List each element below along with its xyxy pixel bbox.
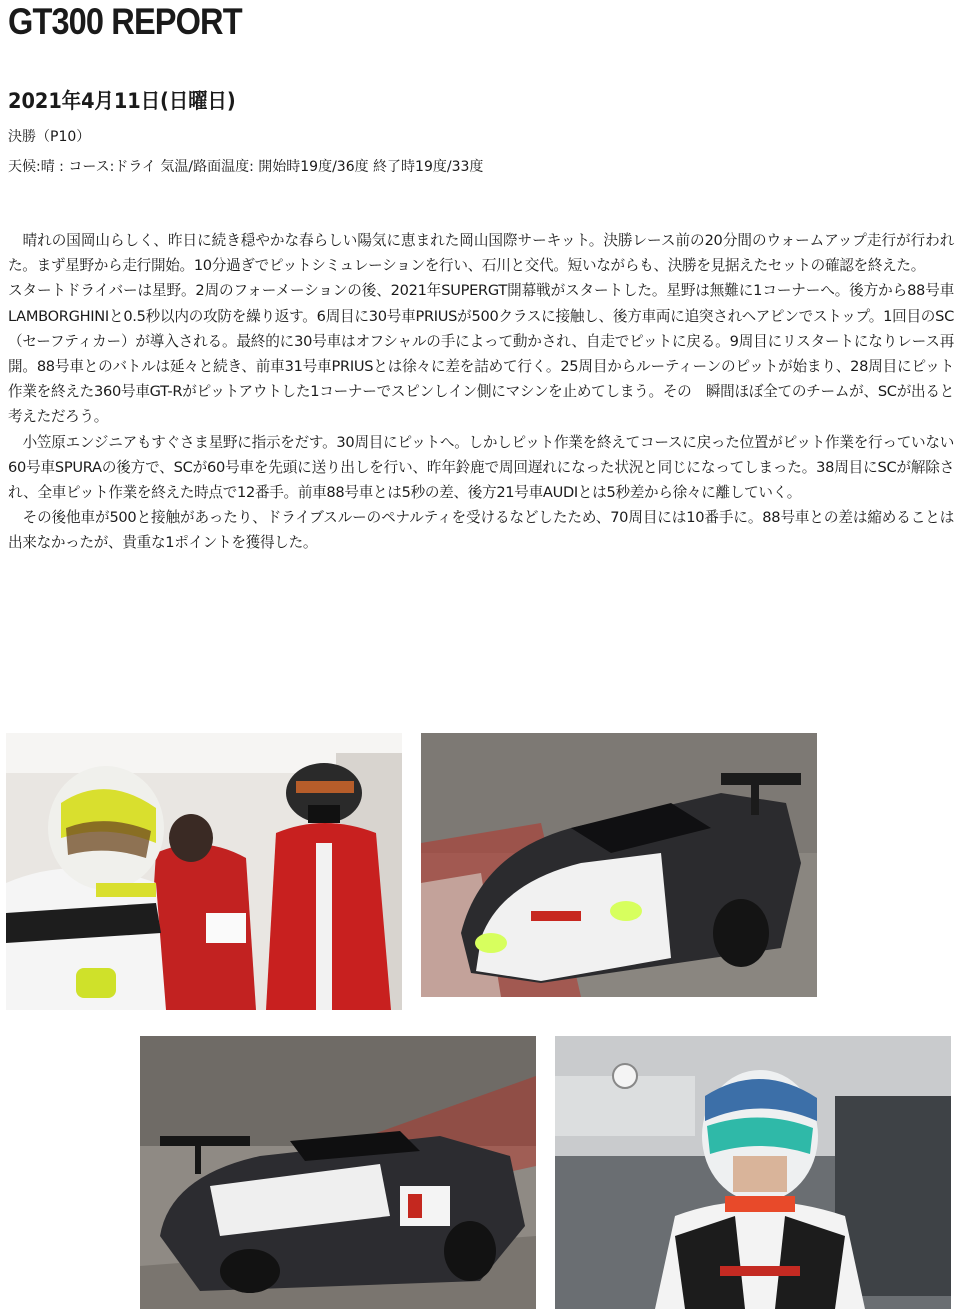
page-title: GT300 REPORT <box>8 1 242 42</box>
article-paragraph: その後他車が500と接触があったり、ドライブスルーのペナルティを受けるなどしたため、70周目には10番手に。88号車との差は縮めることは出来なかったが、貴重な1ポイントを獲得した。 <box>8 509 954 552</box>
session-round: 決勝（P10） <box>8 129 91 145</box>
article-paragraph: スタートドライバーは星野。2周のフォーメーションの後、2021年SUPERGT開幕戦がスタートした。星野は無難に1コーナーへ。後方から88号車LAMBORGHINIと0.5秒以内の攻防を繰り返す。6周目に30号車PRIUSが500クラスに接触し、後方車両に追突されヘアピンでストップ。1回目のSC（セーフティカー）が導入される。最終的に30号車はオフシャルの手によって動かされ、自走でピットに戻る。9周目にリスタートになりレース再開。88号車とのバトルは延々と続き、前車31号車PRIUSとは徐々に差を詰めて行く。25周目からルーティーンのピットが始まり、28周目にピット作業を終えた360号車GT-Rがピットアウトした1コーナーでスピンしイン側にマシンを止めてしまう。その 瞬間ほぼ全てのチームが、SCが出ると考えただろう。 <box>8 282 954 426</box>
session-weather: 天候:晴 : コース:ドライ 気温/路面温度: 開始時19度/36度 終了時19度/33度 <box>8 159 484 175</box>
article-body <box>8 228 954 556</box>
report-date: 2021年4月11日(日曜日) <box>8 89 236 113</box>
gt-r-car-front-photo <box>421 733 817 997</box>
article-paragraph: 晴れの国岡山らしく、昨日に続き穏やかな春らしい陽気に恵まれた岡山国際サーキット。決勝レース前の20分間のウォームアップ走行が行われた。まず星野から走行開始。10分過ぎでピットシミュレーションを行い、石川と交代。短いながらも、決勝を見据えたセットの確認を終えた。 <box>8 232 954 275</box>
driver-helmet-pit-photo <box>6 733 402 1010</box>
driver-helmet-garage-photo <box>555 1036 951 1309</box>
gt-r-car-rear-photo <box>140 1036 536 1309</box>
article-paragraph: 小笠原エンジニアもすぐさま星野に指示をだす。30周目にピットへ。しかしピット作業を終えてコースに戻った位置がピット作業を行っていない60号車SPURAの後方で、SCが60号車を先頭に送り出しを行い、昨年鈴鹿で周回遅れになった状況と同じになってしまった。38周目にSCが解除され、全車ピット作業を終えた時点で12番手。前車88号車とは5秒の差、後方21号車AUDIとは5秒差から徐々に離していく。 <box>8 433 954 502</box>
